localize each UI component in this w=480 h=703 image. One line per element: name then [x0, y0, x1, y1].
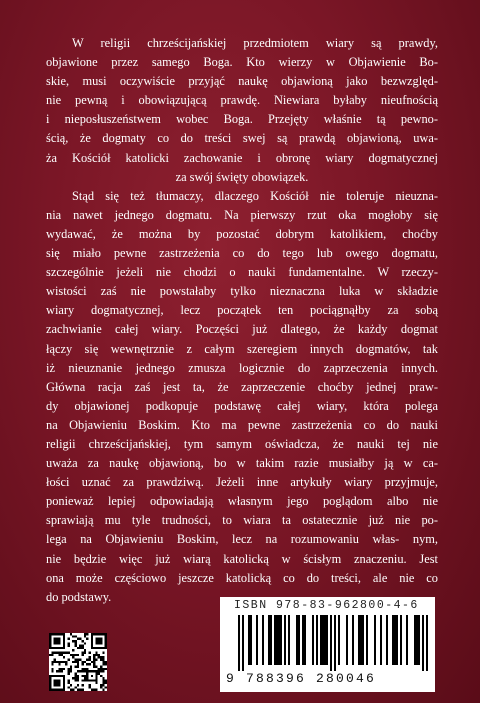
qr-code — [49, 633, 107, 691]
text-line: łości uznać za prawdziwą. Jeżeli inne artykuły wiary przyjmuje, — [46, 475, 438, 490]
text-line: do podstawy. — [46, 589, 112, 604]
text-line: Stąd się też tłumaczy, dlaczego Kościół nie toleruje nieuzna- — [72, 188, 438, 203]
text-line: ona może częściowo jeszcze katolicką co do treści, ale nie co — [46, 570, 438, 585]
text-line: religii chrześcijańskiej, tym samym oświadcza, że nauki tej nie — [46, 436, 438, 451]
text-line: ścią, że dogmaty co do treści swej są prawdą objawioną, uwa- — [46, 131, 438, 146]
barcode-bars — [238, 615, 428, 671]
paragraph-2 — [46, 187, 438, 607]
isbn-barcode — [220, 597, 435, 692]
barcode-digits: 9 788396 280046 — [226, 671, 377, 686]
text-line: objawione przez samego Boga. Kto wierzy w Objawienie Bo- — [46, 55, 438, 70]
text-line: za swój święty obowiązek. — [175, 169, 309, 184]
text-line: ża Kościół katolicki zachowanie i obronę wiary dogmatycznej — [46, 150, 438, 165]
text-line: uważa za naukę objawioną, bo w takim razie musiałby ją w ca- — [46, 456, 438, 471]
text-line: dy objawionej podkopuje podstawę całej wiary, która polega — [46, 398, 438, 413]
text-line: wydawać, że można by pozostać dobrym katolikiem, choćby — [46, 226, 438, 241]
text-line: skie, musi oczywiście przyjąć naukę objawioną jako bezwzględ- — [46, 74, 438, 89]
text-line: lega na Objawieniu Boskim, lecz na rozumowaniu włas- nym, — [46, 532, 438, 547]
text-line: Główna racja zaś jest ta, że zaprzeczenie choćby jednej praw- — [46, 379, 438, 394]
text-line: na Objawieniu Boskim. Kto ma pewne zastrzeżenia co do nauki — [46, 417, 438, 432]
text-line: wistości zaś nie powstałaby tylko nieznaczna luka w składzie — [46, 284, 438, 299]
text-line: iż nieuznanie jednego zmusza logicznie do zaprzeczenia innych. — [46, 360, 438, 375]
text-line: i nieposłuszeństwem wobec Boga. Przejęty właśnie tą pewno- — [46, 112, 438, 127]
text-line: łączy się wewnętrznie z całym szeregiem innych dogmatów, tak — [46, 341, 438, 356]
text-line: nie będzie więc już wiarą katolicką w ścisłym znaczeniu. Jest — [46, 551, 438, 566]
text-line: sprawiają mu tyle trudności, to wiara ta ostatecznie już nie po- — [46, 513, 438, 528]
text-line: nie pewną i obowiązującą prawdę. Niewiara byłaby nieufnością — [46, 93, 438, 108]
text-line: wiary dogmatycznej, lecz początek ten pociągnąłby za sobą — [46, 303, 438, 318]
text-line: ponieważ lepiej odpowiadają własnym jego poglądom albo nie — [46, 494, 438, 509]
isbn-label: ISBN 978-83-962800-4-6 — [234, 599, 419, 612]
text-line: szczególnie jeżeli nie chodzi o nauki fundamentalne. W rzeczy- — [46, 265, 438, 280]
paragraph-1 — [46, 34, 438, 187]
text-line: się miało pewne zastrzeżenia co do tego lub owego dogmatu, — [46, 246, 438, 261]
text-line: W religii chrześcijańskiej przedmiotem wiary są prawdy, — [72, 36, 438, 50]
back-cover-text — [46, 34, 438, 607]
text-line: nia nawet jednego dogmatu. Na pierwszy rzut oka mogłoby się — [46, 207, 438, 222]
text-line: zachwianie całej wiary. Poczęści już dlatego, że każdy dogmat — [46, 322, 438, 337]
